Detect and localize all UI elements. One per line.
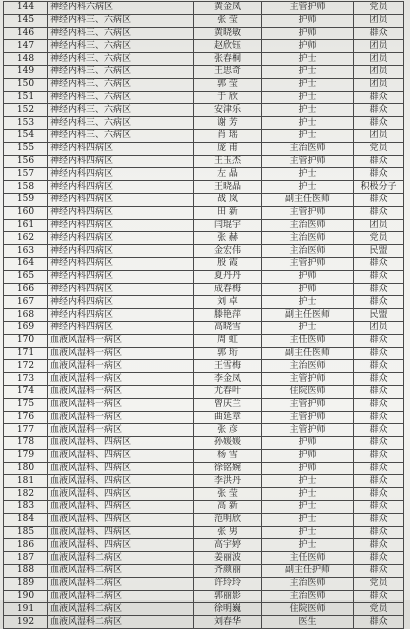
row-number: 175 bbox=[4, 398, 48, 411]
row-number: 182 bbox=[4, 488, 48, 501]
table-row bbox=[4, 513, 404, 526]
table-row bbox=[4, 181, 404, 194]
staff-name: 张 莹 bbox=[194, 488, 262, 501]
job-title: 护士 bbox=[262, 53, 354, 66]
staff-name: 成春梅 bbox=[194, 283, 262, 296]
table-row bbox=[4, 539, 404, 552]
table-row bbox=[4, 552, 404, 565]
row-number: 148 bbox=[4, 53, 48, 66]
job-title: 护师 bbox=[262, 437, 354, 450]
political-status: 群众 bbox=[354, 347, 404, 360]
table-row bbox=[4, 321, 404, 334]
row-number: 167 bbox=[4, 296, 48, 309]
job-title: 住院医师 bbox=[262, 603, 354, 616]
table-row bbox=[4, 117, 404, 130]
political-status: 群众 bbox=[354, 193, 404, 206]
table-row bbox=[4, 501, 404, 514]
table-row bbox=[4, 219, 404, 232]
department: 神经内科三、六病区 bbox=[48, 129, 194, 142]
job-title: 住院医师 bbox=[262, 385, 354, 398]
table-row bbox=[4, 40, 404, 53]
political-status: 团员 bbox=[354, 40, 404, 53]
row-number: 183 bbox=[4, 501, 48, 514]
row-number: 191 bbox=[4, 603, 48, 616]
department: 神经内科四病区 bbox=[48, 321, 194, 334]
row-number: 144 bbox=[4, 2, 48, 15]
political-status: 群众 bbox=[354, 552, 404, 565]
staff-name: 于 欣 bbox=[194, 91, 262, 104]
row-number: 152 bbox=[4, 104, 48, 117]
job-title: 主管护师 bbox=[262, 155, 354, 168]
job-title: 主管护师 bbox=[262, 257, 354, 270]
political-status: 团员 bbox=[354, 65, 404, 78]
department: 血液风湿科二病区 bbox=[48, 590, 194, 603]
table-row bbox=[4, 14, 404, 27]
table-row bbox=[4, 334, 404, 347]
job-title: 主管护师 bbox=[262, 424, 354, 437]
department: 血液风湿科、四病区 bbox=[48, 501, 194, 514]
job-title: 主治医师 bbox=[262, 142, 354, 155]
job-title: 护士 bbox=[262, 539, 354, 552]
staff-name: 高宇婷 bbox=[194, 539, 262, 552]
department: 神经内科四病区 bbox=[48, 296, 194, 309]
row-number: 164 bbox=[4, 257, 48, 270]
table-row bbox=[4, 437, 404, 450]
row-number: 176 bbox=[4, 411, 48, 424]
department: 血液风湿科二病区 bbox=[48, 565, 194, 578]
department: 血液风湿科二病区 bbox=[48, 577, 194, 590]
table-row bbox=[4, 78, 404, 91]
row-number: 159 bbox=[4, 193, 48, 206]
staff-name: 李洪丹 bbox=[194, 475, 262, 488]
political-status: 群众 bbox=[354, 296, 404, 309]
political-status: 群众 bbox=[354, 565, 404, 578]
political-status: 群众 bbox=[354, 385, 404, 398]
job-title: 副主任医师 bbox=[262, 193, 354, 206]
staff-name: 郭 莹 bbox=[194, 78, 262, 91]
department: 神经内科四病区 bbox=[48, 155, 194, 168]
job-title: 副主任护师 bbox=[262, 565, 354, 578]
staff-name: 肖 瑶 bbox=[194, 129, 262, 142]
table-row bbox=[4, 104, 404, 117]
roster-body bbox=[4, 2, 404, 629]
political-status: 群众 bbox=[354, 283, 404, 296]
job-title: 主治医师 bbox=[262, 577, 354, 590]
job-title: 主管护师 bbox=[262, 2, 354, 15]
department: 血液风湿科、四病区 bbox=[48, 437, 194, 450]
political-status: 群众 bbox=[354, 475, 404, 488]
row-number: 174 bbox=[4, 385, 48, 398]
table-row bbox=[4, 283, 404, 296]
staff-name: 战 岚 bbox=[194, 193, 262, 206]
department: 神经内科四病区 bbox=[48, 193, 194, 206]
political-status: 团员 bbox=[354, 53, 404, 66]
department: 神经内科三、六病区 bbox=[48, 91, 194, 104]
staff-name: 刘春华 bbox=[194, 616, 262, 629]
political-status: 群众 bbox=[354, 91, 404, 104]
row-number: 169 bbox=[4, 321, 48, 334]
table-row bbox=[4, 526, 404, 539]
department: 神经内科四病区 bbox=[48, 142, 194, 155]
row-number: 158 bbox=[4, 181, 48, 194]
department: 神经内科三、六病区 bbox=[48, 40, 194, 53]
staff-name: 杨 雪 bbox=[194, 449, 262, 462]
department: 血液风湿科二病区 bbox=[48, 616, 194, 629]
department: 血液风湿科、四病区 bbox=[48, 513, 194, 526]
job-title: 主任医师 bbox=[262, 334, 354, 347]
staff-name: 张春桐 bbox=[194, 53, 262, 66]
row-number: 166 bbox=[4, 283, 48, 296]
job-title: 主管护师 bbox=[262, 373, 354, 386]
row-number: 157 bbox=[4, 168, 48, 181]
staff-name: 曲延章 bbox=[194, 411, 262, 424]
political-status: 群众 bbox=[354, 462, 404, 475]
political-status: 群众 bbox=[354, 257, 404, 270]
political-status: 团员 bbox=[354, 219, 404, 232]
row-number: 190 bbox=[4, 590, 48, 603]
job-title: 护士 bbox=[262, 65, 354, 78]
department: 血液风湿科一病区 bbox=[48, 360, 194, 373]
job-title: 护士 bbox=[262, 129, 354, 142]
political-status: 群众 bbox=[354, 590, 404, 603]
political-status: 民盟 bbox=[354, 309, 404, 322]
department: 血液风湿科一病区 bbox=[48, 398, 194, 411]
row-number: 184 bbox=[4, 513, 48, 526]
department: 神经内科三、六病区 bbox=[48, 104, 194, 117]
political-status: 群众 bbox=[354, 449, 404, 462]
table-row bbox=[4, 245, 404, 258]
job-title: 护师 bbox=[262, 14, 354, 27]
staff-name: 安津乐 bbox=[194, 104, 262, 117]
staff-roster-table bbox=[3, 1, 404, 629]
staff-name: 孙媛媛 bbox=[194, 437, 262, 450]
job-title: 护士 bbox=[262, 475, 354, 488]
job-title: 护士 bbox=[262, 321, 354, 334]
political-status: 民盟 bbox=[354, 245, 404, 258]
job-title: 主管护师 bbox=[262, 206, 354, 219]
department: 神经内科四病区 bbox=[48, 232, 194, 245]
row-number: 161 bbox=[4, 219, 48, 232]
row-number: 171 bbox=[4, 347, 48, 360]
row-number: 189 bbox=[4, 577, 48, 590]
staff-name: 黄晓敏 bbox=[194, 27, 262, 40]
staff-name: 谢 芳 bbox=[194, 117, 262, 130]
table-row bbox=[4, 565, 404, 578]
department: 神经内科四病区 bbox=[48, 257, 194, 270]
department: 血液风湿科、四病区 bbox=[48, 526, 194, 539]
political-status: 群众 bbox=[354, 168, 404, 181]
staff-name: 田 新 bbox=[194, 206, 262, 219]
department: 血液风湿科、四病区 bbox=[48, 475, 194, 488]
row-number: 156 bbox=[4, 155, 48, 168]
row-number: 165 bbox=[4, 270, 48, 283]
political-status: 群众 bbox=[354, 488, 404, 501]
job-title: 护士 bbox=[262, 168, 354, 181]
row-number: 172 bbox=[4, 360, 48, 373]
table-row bbox=[4, 129, 404, 142]
table-row bbox=[4, 296, 404, 309]
political-status: 群众 bbox=[354, 373, 404, 386]
political-status: 团员 bbox=[354, 78, 404, 91]
department: 神经内科四病区 bbox=[48, 270, 194, 283]
department: 神经内科三、六病区 bbox=[48, 78, 194, 91]
department: 神经内科三、六病区 bbox=[48, 117, 194, 130]
row-number: 180 bbox=[4, 462, 48, 475]
staff-name: 赵欣钰 bbox=[194, 40, 262, 53]
row-number: 163 bbox=[4, 245, 48, 258]
job-title: 护师 bbox=[262, 462, 354, 475]
staff-name: 刘 卓 bbox=[194, 296, 262, 309]
staff-name: 左 晶 bbox=[194, 168, 262, 181]
political-status: 党员 bbox=[354, 577, 404, 590]
table-row bbox=[4, 206, 404, 219]
department: 血液风湿科、四病区 bbox=[48, 462, 194, 475]
political-status: 团员 bbox=[354, 321, 404, 334]
department: 神经内科三、六病区 bbox=[48, 14, 194, 27]
department: 血液风湿科一病区 bbox=[48, 373, 194, 386]
department: 神经内科四病区 bbox=[48, 181, 194, 194]
row-number: 168 bbox=[4, 309, 48, 322]
table-row bbox=[4, 193, 404, 206]
table-row bbox=[4, 360, 404, 373]
row-number: 192 bbox=[4, 616, 48, 629]
political-status: 群众 bbox=[354, 104, 404, 117]
job-title: 医生 bbox=[262, 616, 354, 629]
staff-name: 郭丽影 bbox=[194, 590, 262, 603]
table-row bbox=[4, 475, 404, 488]
row-number: 145 bbox=[4, 14, 48, 27]
table-row bbox=[4, 91, 404, 104]
table-row bbox=[4, 411, 404, 424]
row-number: 162 bbox=[4, 232, 48, 245]
political-status: 群众 bbox=[354, 424, 404, 437]
row-number: 147 bbox=[4, 40, 48, 53]
job-title: 主治医师 bbox=[262, 590, 354, 603]
department: 神经内科六病区 bbox=[48, 2, 194, 15]
table-row bbox=[4, 373, 404, 386]
job-title: 护士 bbox=[262, 117, 354, 130]
job-title: 副主任医师 bbox=[262, 309, 354, 322]
table-row bbox=[4, 142, 404, 155]
table-row bbox=[4, 347, 404, 360]
job-title: 护士 bbox=[262, 181, 354, 194]
staff-name: 张 莹 bbox=[194, 14, 262, 27]
staff-name: 王雪梅 bbox=[194, 360, 262, 373]
department: 神经内科四病区 bbox=[48, 219, 194, 232]
staff-name: 齐颜丽 bbox=[194, 565, 262, 578]
staff-name: 徐明巍 bbox=[194, 603, 262, 616]
staff-name: 闫琨宇 bbox=[194, 219, 262, 232]
job-title: 护师 bbox=[262, 283, 354, 296]
row-number: 188 bbox=[4, 565, 48, 578]
political-status: 群众 bbox=[354, 501, 404, 514]
staff-name: 夏丹丹 bbox=[194, 270, 262, 283]
staff-name: 张 男 bbox=[194, 526, 262, 539]
table-row bbox=[4, 449, 404, 462]
table-row bbox=[4, 232, 404, 245]
job-title: 护士 bbox=[262, 526, 354, 539]
row-number: 185 bbox=[4, 526, 48, 539]
row-number: 153 bbox=[4, 117, 48, 130]
job-title: 护士 bbox=[262, 513, 354, 526]
table-row bbox=[4, 257, 404, 270]
staff-name: 姜丽波 bbox=[194, 552, 262, 565]
table-row bbox=[4, 603, 404, 616]
department: 神经内科四病区 bbox=[48, 283, 194, 296]
row-number: 149 bbox=[4, 65, 48, 78]
row-number: 155 bbox=[4, 142, 48, 155]
row-number: 150 bbox=[4, 78, 48, 91]
department: 神经内科四病区 bbox=[48, 168, 194, 181]
department: 血液风湿科二病区 bbox=[48, 552, 194, 565]
table-row bbox=[4, 398, 404, 411]
political-status: 积极分子 bbox=[354, 181, 404, 194]
row-number: 154 bbox=[4, 129, 48, 142]
department: 血液风湿科、四病区 bbox=[48, 449, 194, 462]
job-title: 护士 bbox=[262, 488, 354, 501]
table-row bbox=[4, 488, 404, 501]
table-row bbox=[4, 270, 404, 283]
department: 血液风湿科二病区 bbox=[48, 603, 194, 616]
political-status: 党员 bbox=[354, 232, 404, 245]
political-status: 群众 bbox=[354, 437, 404, 450]
table-row bbox=[4, 616, 404, 629]
job-title: 主任医师 bbox=[262, 552, 354, 565]
staff-name: 滕艳萍 bbox=[194, 309, 262, 322]
staff-name: 庞 甫 bbox=[194, 142, 262, 155]
staff-name: 郭 珩 bbox=[194, 347, 262, 360]
political-status: 群众 bbox=[354, 334, 404, 347]
department: 神经内科三、六病区 bbox=[48, 27, 194, 40]
staff-name: 曾庆兰 bbox=[194, 398, 262, 411]
staff-name: 徐铭婉 bbox=[194, 462, 262, 475]
table-row bbox=[4, 155, 404, 168]
row-number: 173 bbox=[4, 373, 48, 386]
row-number: 151 bbox=[4, 91, 48, 104]
staff-name: 高晓雪 bbox=[194, 321, 262, 334]
job-title: 主治医师 bbox=[262, 219, 354, 232]
staff-name: 许玲玲 bbox=[194, 577, 262, 590]
staff-name: 周 虹 bbox=[194, 334, 262, 347]
job-title: 主治医师 bbox=[262, 245, 354, 258]
department: 血液风湿科一病区 bbox=[48, 334, 194, 347]
job-title: 护师 bbox=[262, 27, 354, 40]
political-status: 群众 bbox=[354, 155, 404, 168]
staff-name: 张 赫 bbox=[194, 232, 262, 245]
department: 血液风湿科、四病区 bbox=[48, 539, 194, 552]
row-number: 181 bbox=[4, 475, 48, 488]
political-status: 团员 bbox=[354, 129, 404, 142]
department: 血液风湿科一病区 bbox=[48, 347, 194, 360]
job-title: 护士 bbox=[262, 78, 354, 91]
table-row bbox=[4, 462, 404, 475]
political-status: 群众 bbox=[354, 539, 404, 552]
table-row bbox=[4, 577, 404, 590]
job-title: 护士 bbox=[262, 296, 354, 309]
political-status: 党员 bbox=[354, 603, 404, 616]
department: 神经内科四病区 bbox=[48, 206, 194, 219]
staff-name: 王思奇 bbox=[194, 65, 262, 78]
political-status: 党员 bbox=[354, 2, 404, 15]
political-status: 群众 bbox=[354, 206, 404, 219]
department: 血液风湿科、四病区 bbox=[48, 488, 194, 501]
row-number: 178 bbox=[4, 437, 48, 450]
staff-name: 殷 霞 bbox=[194, 257, 262, 270]
staff-name: 范明欣 bbox=[194, 513, 262, 526]
department: 神经内科四病区 bbox=[48, 245, 194, 258]
job-title: 护士 bbox=[262, 501, 354, 514]
table-row bbox=[4, 53, 404, 66]
staff-name: 王晓晶 bbox=[194, 181, 262, 194]
table-row bbox=[4, 385, 404, 398]
political-status: 群众 bbox=[354, 513, 404, 526]
department: 血液风湿科一病区 bbox=[48, 411, 194, 424]
job-title: 护士 bbox=[262, 91, 354, 104]
political-status: 群众 bbox=[354, 526, 404, 539]
staff-name: 张 彦 bbox=[194, 424, 262, 437]
row-number: 186 bbox=[4, 539, 48, 552]
job-title: 副主任医师 bbox=[262, 347, 354, 360]
political-status: 群众 bbox=[354, 117, 404, 130]
job-title: 主管护师 bbox=[262, 398, 354, 411]
staff-name: 黄金凤 bbox=[194, 2, 262, 15]
job-title: 护师 bbox=[262, 449, 354, 462]
row-number: 170 bbox=[4, 334, 48, 347]
row-number: 177 bbox=[4, 424, 48, 437]
political-status: 群众 bbox=[354, 360, 404, 373]
department: 神经内科四病区 bbox=[48, 309, 194, 322]
job-title: 主治医师 bbox=[262, 232, 354, 245]
staff-name: 金宏伟 bbox=[194, 245, 262, 258]
political-status: 群众 bbox=[354, 398, 404, 411]
staff-name: 王玉杰 bbox=[194, 155, 262, 168]
table-row bbox=[4, 27, 404, 40]
job-title: 护士 bbox=[262, 104, 354, 117]
staff-name: 尤春叶 bbox=[194, 385, 262, 398]
job-title: 护师 bbox=[262, 40, 354, 53]
department: 神经内科三、六病区 bbox=[48, 53, 194, 66]
table-row bbox=[4, 424, 404, 437]
table-row bbox=[4, 168, 404, 181]
political-status: 群众 bbox=[354, 616, 404, 629]
table-row bbox=[4, 65, 404, 78]
row-number: 179 bbox=[4, 449, 48, 462]
political-status: 群众 bbox=[354, 27, 404, 40]
row-number: 160 bbox=[4, 206, 48, 219]
political-status: 群众 bbox=[354, 411, 404, 424]
row-number: 146 bbox=[4, 27, 48, 40]
job-title: 护师 bbox=[262, 270, 354, 283]
staff-name: 李金凤 bbox=[194, 373, 262, 386]
department: 血液风湿科一病区 bbox=[48, 385, 194, 398]
table-row bbox=[4, 2, 404, 15]
job-title: 主管护师 bbox=[262, 411, 354, 424]
row-number: 187 bbox=[4, 552, 48, 565]
staff-name: 高 新 bbox=[194, 501, 262, 514]
political-status: 团员 bbox=[354, 14, 404, 27]
department: 血液风湿科一病区 bbox=[48, 424, 194, 437]
department: 神经内科三、六病区 bbox=[48, 65, 194, 78]
political-status: 群众 bbox=[354, 270, 404, 283]
table-row bbox=[4, 590, 404, 603]
job-title: 主治医师 bbox=[262, 360, 354, 373]
table-row bbox=[4, 309, 404, 322]
political-status: 党员 bbox=[354, 142, 404, 155]
